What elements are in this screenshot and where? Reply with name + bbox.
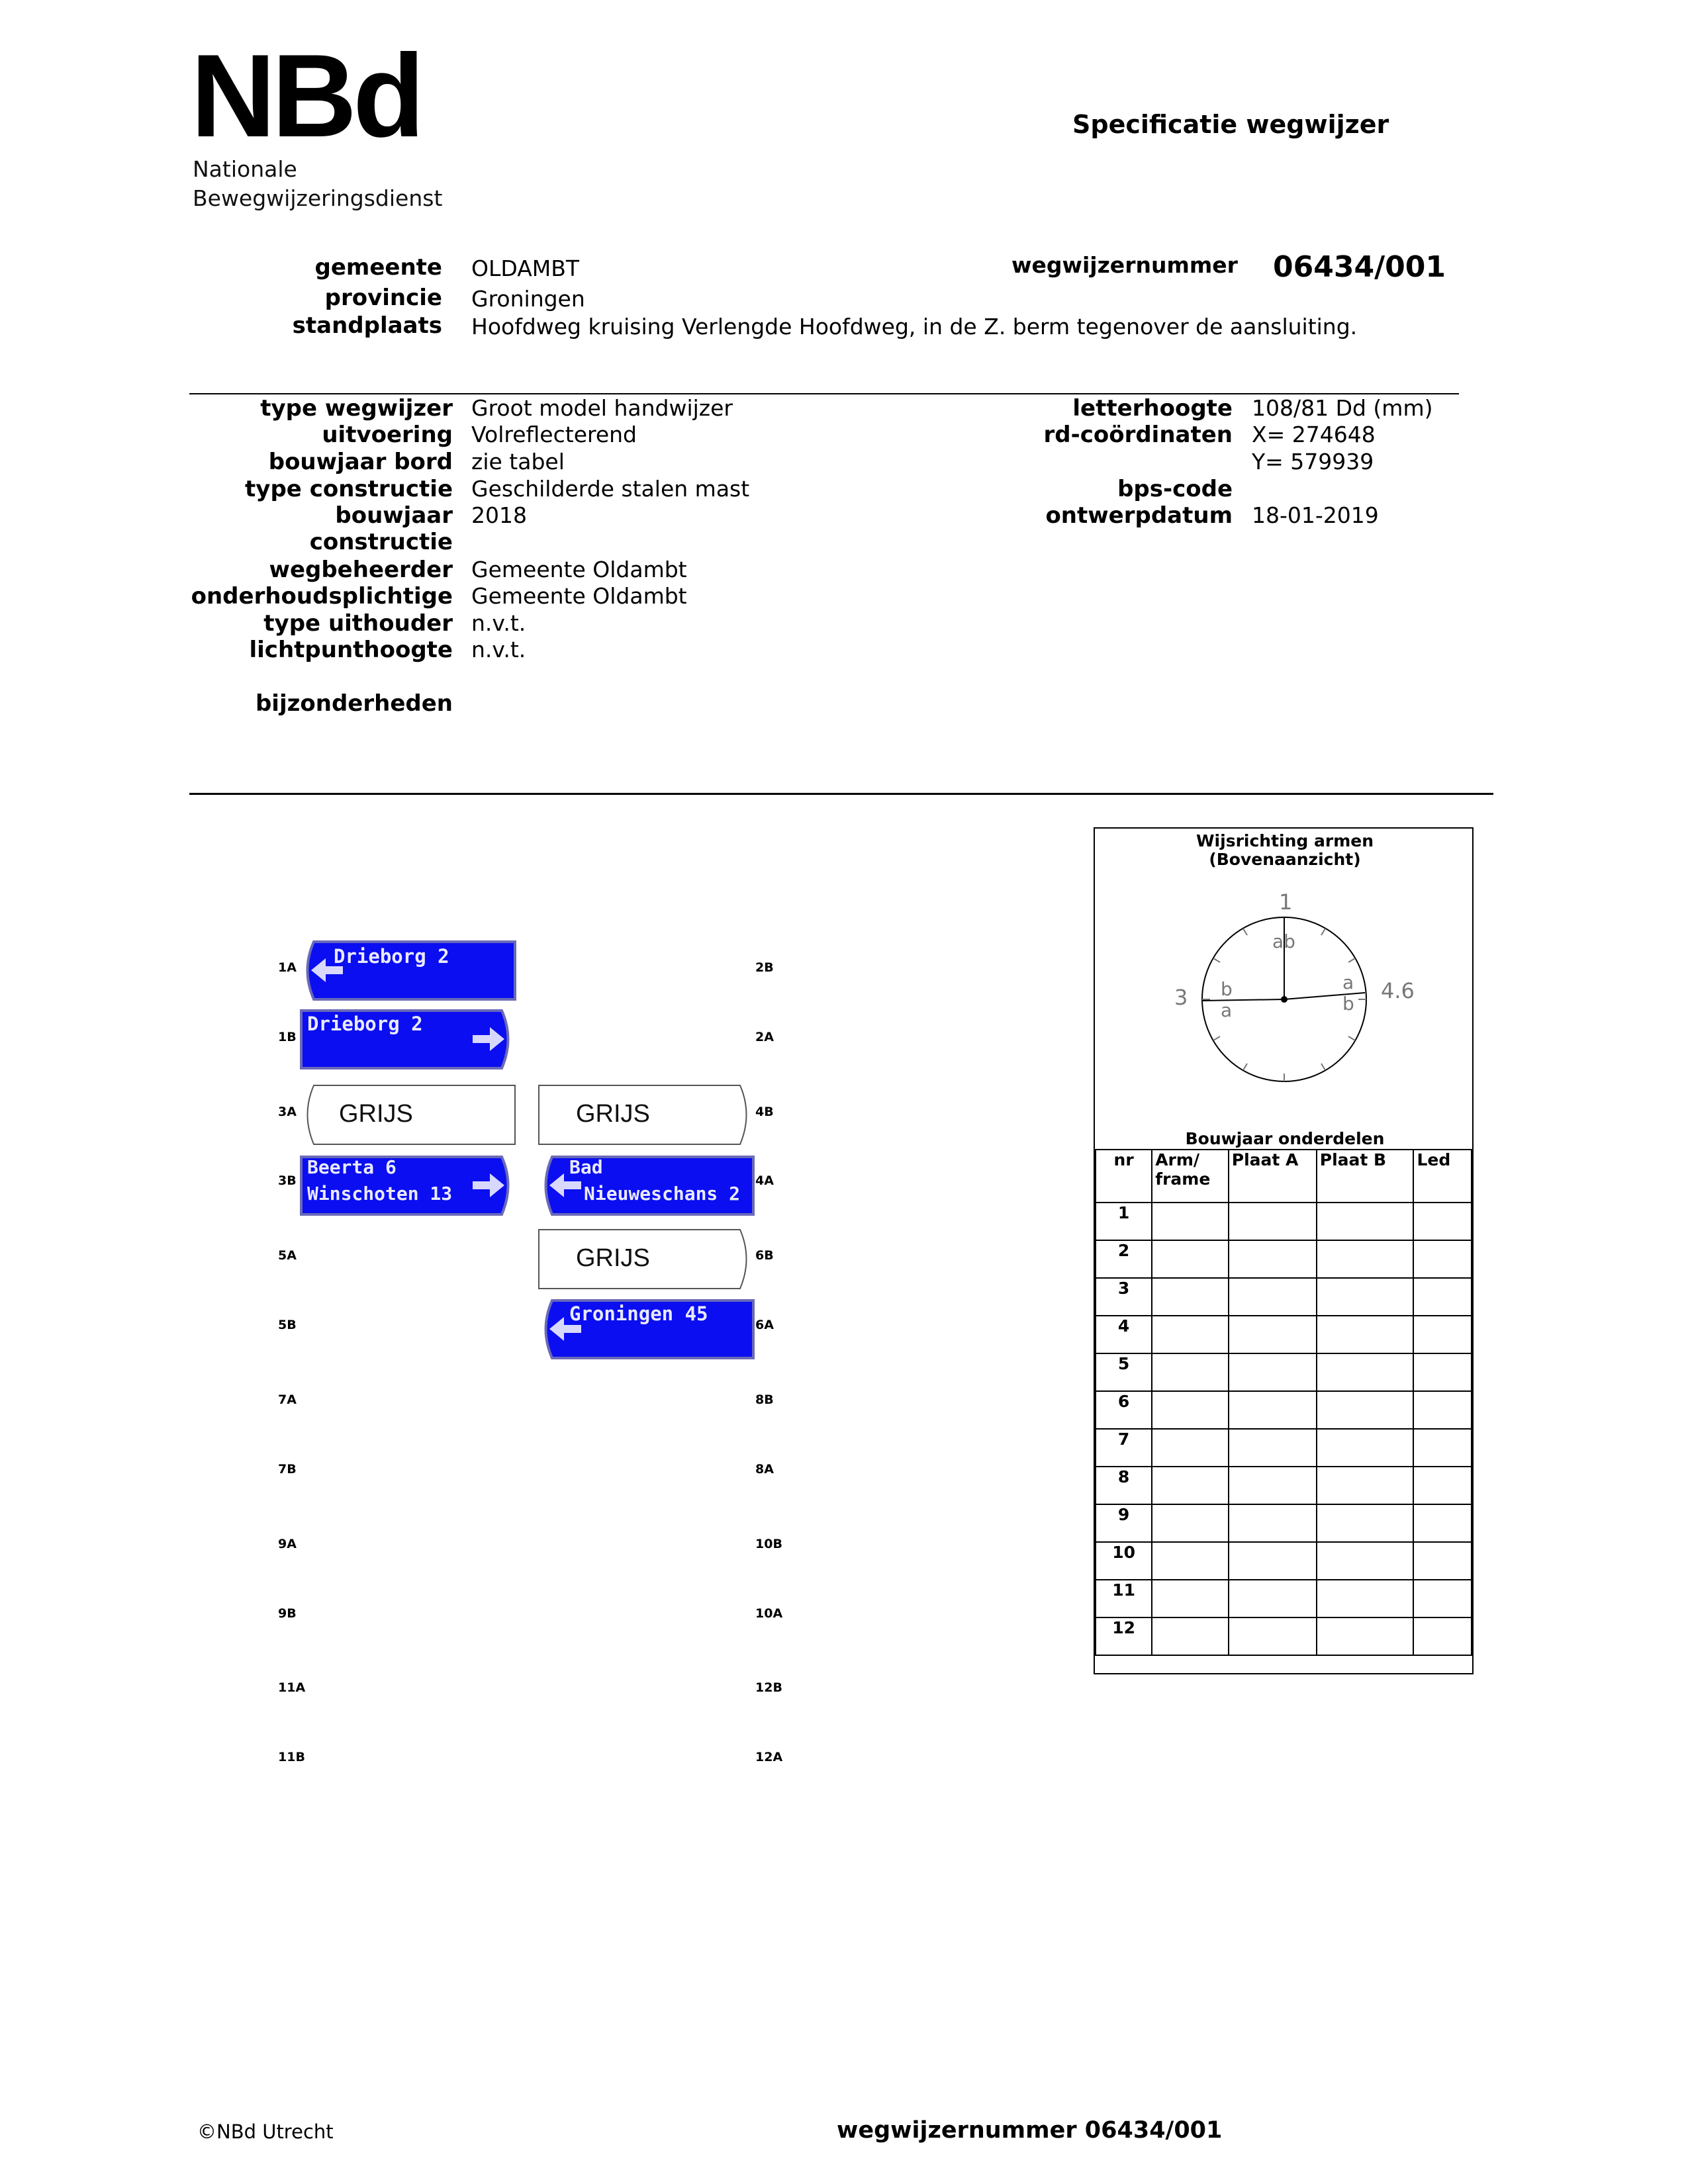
table-row [1096,1240,1472,1278]
wegwijzernummer-value: 06434/001 [1273,250,1446,284]
standplaats-label: standplaats [292,312,442,339]
table-row [1096,1542,1472,1580]
table-header-row [1096,1150,1472,1203]
bps-code-label: bps-code [1117,476,1233,502]
position-label: 9B [278,1606,297,1621]
uitvoering-value: Volreflecterend [471,422,637,447]
table-row [1096,1278,1472,1316]
position-label: 2A [755,1030,774,1044]
type-uithouder-value: n.v.t. [471,610,526,636]
sign-4a-text-2: Nieuweschans 2 [584,1183,741,1205]
sign-6b-text: GRIJS [576,1244,650,1272]
type-wegwijzer-label: type wegwijzer [260,395,453,422]
type-constructie-value: Geschilderde stalen mast [471,476,750,502]
bijzonderheden-label: bijzonderheden [255,690,453,717]
lichtpunthoogte-label: lichtpunthoogte [249,637,453,663]
row-nr: 1 [1096,1203,1152,1240]
row-nr: 9 [1096,1504,1152,1542]
row-nr: 10 [1096,1542,1152,1580]
position-label: 5A [278,1248,297,1263]
divider-top [189,393,1459,394]
position-label: 1B [278,1030,297,1044]
wegwijzernummer-label: wegwijzernummer [1011,252,1238,278]
ontwerpdatum-label: ontwerpdatum [1045,502,1233,529]
position-label: 12B [755,1680,782,1695]
position-label: 12A [755,1750,783,1764]
position-label: 7B [278,1462,297,1477]
onderhoudsplichtige-label: onderhoudsplichtige [191,583,453,610]
table-row [1096,1467,1472,1504]
sign-3b [299,1155,516,1216]
header-arm-frame: Arm/ frame [1152,1150,1229,1203]
bouwjaar-title: Bouwjaar onderdelen [1185,1129,1385,1148]
rd-coordinaten-label: rd-coördinaten [1043,422,1233,448]
direction-1-label: 1 [1279,889,1293,915]
sign-1a-text: Drieborg 2 [334,945,449,968]
bouwjaar-constructie-label: bouwjaar [335,502,453,529]
row-nr: 6 [1096,1391,1152,1429]
arm-a-right-label: a [1342,972,1354,993]
provincie-label: provincie [324,285,442,311]
type-uithouder-label: type uithouder [263,610,453,637]
sign-3b-text-2: Winschoten 13 [307,1183,453,1205]
bouwjaar-bord-value: zie tabel [471,449,565,475]
position-label: 6A [755,1318,774,1332]
nbd-logo: NBd [191,30,421,161]
position-label: 6B [755,1248,774,1263]
type-constructie-label: type constructie [245,476,453,502]
footer-copyright: ©NBd Utrecht [197,2120,334,2143]
sign-3a [299,1084,516,1146]
position-label: 4A [755,1173,774,1188]
logo-line-1: Nationale [193,156,297,182]
sign-4b-text: GRIJS [576,1100,650,1128]
position-label: 1A [278,960,297,975]
table-row [1096,1391,1472,1429]
arm-b-right-label: b [1342,993,1354,1015]
header-plaat-b: Plaat B [1317,1150,1414,1203]
sign-3a-text: GRIJS [339,1100,413,1128]
sign-4b [538,1084,755,1146]
position-label: 3B [278,1173,297,1188]
sign-6a [538,1298,755,1360]
row-nr: 7 [1096,1429,1152,1467]
document-title: Specificatie wegwijzer [1072,110,1389,139]
position-label: 9A [278,1537,297,1551]
table-row [1096,1316,1472,1353]
sign-1b [299,1009,516,1070]
gemeente-value: OLDAMBT [471,255,580,281]
table-row [1096,1353,1472,1391]
table-row [1096,1580,1472,1617]
sign-4a [538,1155,755,1216]
onderhoudsplichtige-value: Gemeente Oldambt [471,583,687,609]
ontwerpdatum-value: 18-01-2019 [1252,502,1379,528]
direction-46-label: 4.6 [1381,978,1415,1003]
sign-1a [299,940,516,1001]
rd-y-value: Y= 579939 [1252,449,1374,475]
logo-line-2: Bewegwijzeringsdienst [193,185,443,211]
table-row [1096,1504,1472,1542]
position-label: 5B [278,1318,297,1332]
lichtpunthoogte-value: n.v.t. [471,637,526,662]
direction-panel [1094,827,1474,1674]
row-nr: 11 [1096,1580,1152,1617]
uitvoering-label: uitvoering [322,422,453,448]
row-nr: 4 [1096,1316,1152,1353]
type-wegwijzer-value: Groot model handwijzer [471,395,733,421]
row-nr: 5 [1096,1353,1152,1391]
position-label: 2B [755,960,774,975]
bouwjaar-constructie-value: 2018 [471,502,527,528]
position-label: 4B [755,1105,774,1119]
row-nr: 12 [1096,1617,1152,1655]
sign-6b [538,1228,755,1290]
position-label: 7A [278,1392,297,1407]
wegbeheerder-value: Gemeente Oldambt [471,557,687,582]
sign-6a-text: Groningen 45 [569,1302,708,1325]
position-label: 3A [278,1105,297,1119]
table-row [1096,1617,1472,1655]
letterhoogte-value: 108/81 Dd (mm) [1252,395,1433,421]
bouwjaar-bord-label: bouwjaar bord [268,449,453,475]
arm-ab-label: ab [1272,931,1295,952]
position-label: 11B [278,1750,305,1764]
compass-diagram [1095,829,1475,1133]
row-nr: 8 [1096,1467,1152,1504]
position-label: 8B [755,1392,774,1407]
sign-1b-text: Drieborg 2 [307,1013,423,1035]
header-led: Led [1413,1150,1472,1203]
table-row [1096,1429,1472,1467]
panel-title-2: (Bovenaanzicht) [1209,850,1361,869]
position-label: 10B [755,1537,782,1551]
position-label: 11A [278,1680,306,1695]
wegbeheerder-label: wegbeheerder [269,557,453,583]
header-nr: nr [1096,1150,1152,1203]
direction-3-label: 3 [1174,985,1188,1010]
gemeente-label: gemeente [314,254,442,281]
position-label: 8A [755,1462,774,1477]
bouwjaar-constructie-label-2: constructie [309,529,453,555]
row-nr: 2 [1096,1240,1152,1278]
row-nr: 3 [1096,1278,1152,1316]
bouwjaar-table [1095,1149,1472,1656]
provincie-value: Groningen [471,286,585,312]
divider-bottom [189,793,1493,795]
sign-3b-text-1: Beerta 6 [307,1156,397,1178]
header-plaat-a: Plaat A [1229,1150,1317,1203]
table-row [1096,1203,1472,1240]
sign-4a-text-1: Bad [569,1156,603,1178]
footer-wegwijzernummer: wegwijzernummer 06434/001 [837,2117,1223,2144]
letterhoogte-label: letterhoogte [1072,395,1233,422]
rd-x-value: X= 274648 [1252,422,1376,447]
arm-a-left-label: a [1221,999,1233,1021]
arm-b-left-label: b [1221,978,1233,1000]
panel-title-1: Wijsrichting armen [1196,831,1374,850]
standplaats-value: Hoofdweg kruising Verlengde Hoofdweg, in de Z. berm tegenover de aansluiting. [471,314,1358,340]
position-label: 10A [755,1606,783,1621]
